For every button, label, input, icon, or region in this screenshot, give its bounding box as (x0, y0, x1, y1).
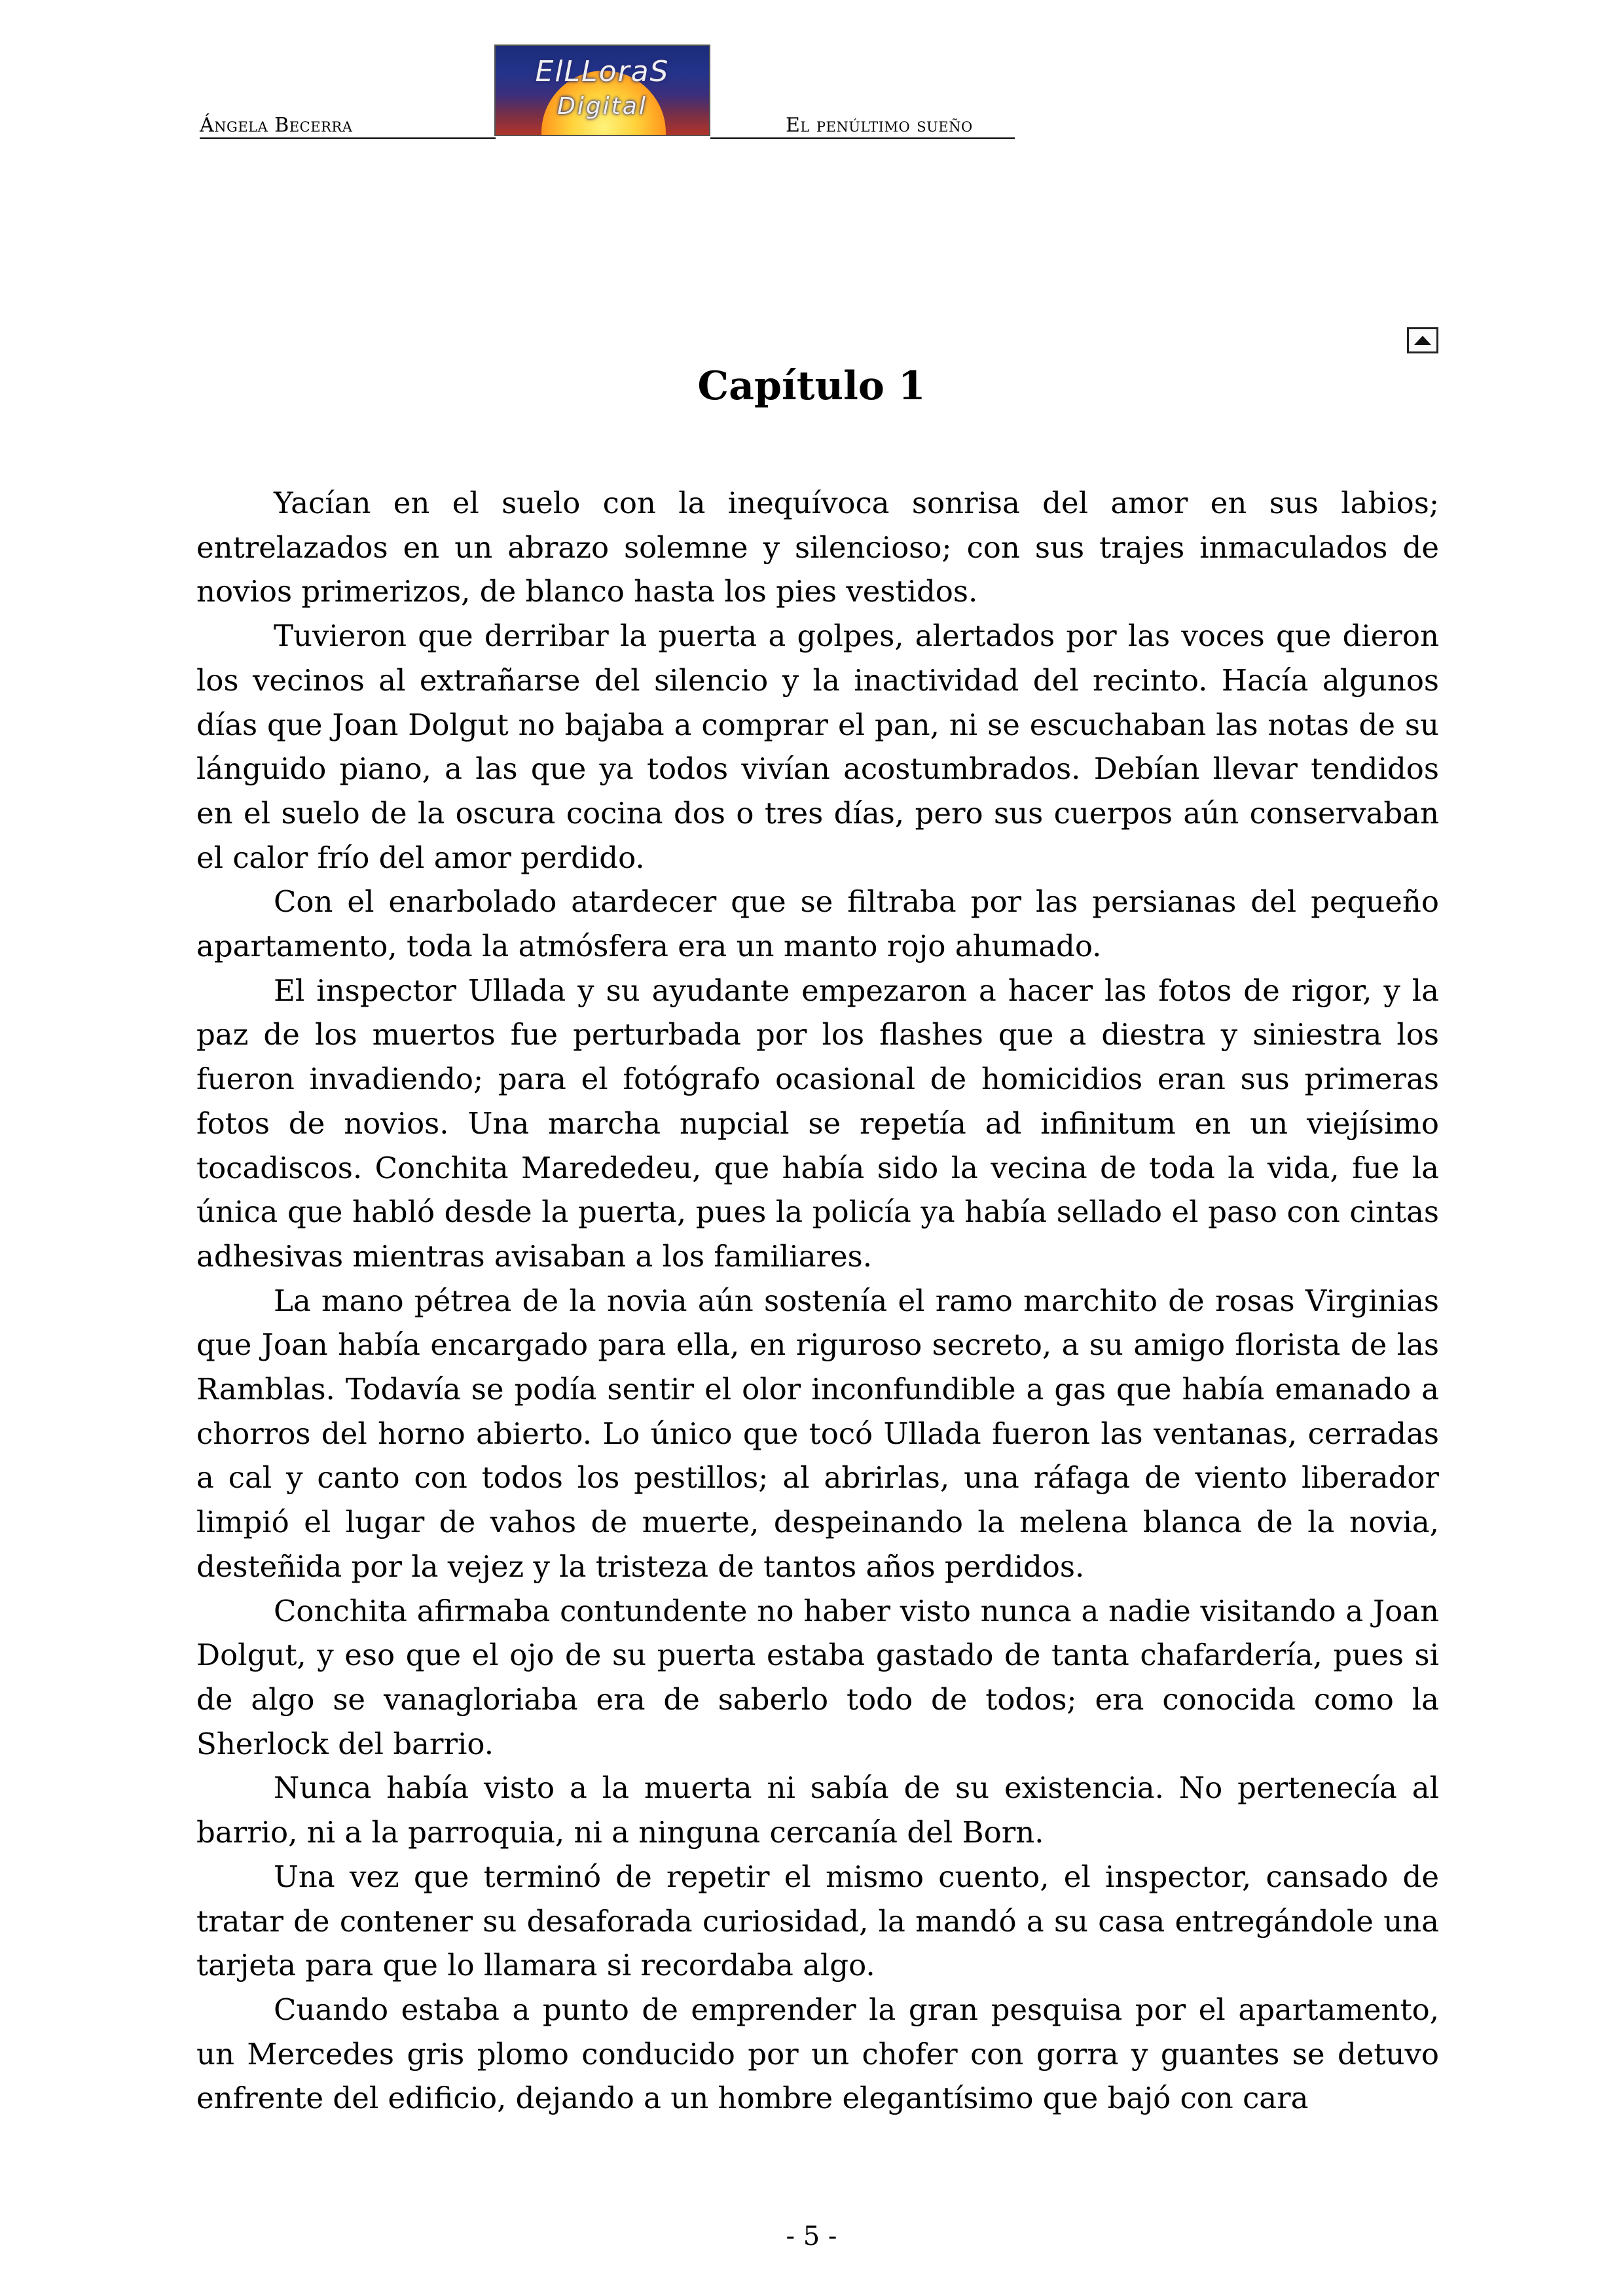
logo-line-1: ElLLoraS (535, 55, 670, 88)
paragraph: Conchita afirmaba contundente no haber visto nunca a nadie visitando a Joan Dolgut, y eso que el ojo de su puerta estaba gastado de tanta chafardería, pues si de algo se vanagloriaba era de saberlo todo de todos; era conocida como la Sherlock del barrio. (196, 1593, 1439, 1761)
chapter-title: Capítulo 1 (697, 363, 926, 409)
header-book-title: El penúltimo sueño (786, 114, 973, 137)
publisher-logo (494, 45, 710, 136)
header-author: Ángela Becerra (200, 114, 353, 137)
paragraph: El inspector Ullada y su ayudante empezaron a hacer las fotos de rigor, y la paz de los muertos fue perturbada por los flashes que a diestra y siniestra los fueron invadiendo; para el fotógrafo ocasional de homicidios eran sus primeras fotos de novios. Una marcha nupcial se repetía ad infinitum en un viejísimo tocadiscos. Conchita Marededeu, que había sido la vecina de toda la vida, fue la única que habló desde la puerta, pues la policía ya había sellado el paso con cintas adhesivas mientras avisaban a los familiares. (196, 973, 1439, 1274)
page-number: - 5 - (786, 2221, 837, 2251)
chapter-body (196, 481, 1439, 2121)
paragraph: La mano pétrea de la novia aún sostenía el ramo marchito de rosas Virginias que Joan había encargado para ella, en riguroso secreto, a su amigo florista de las Ramblas. Todavía se podía sentir el olor inconfundible a gas que había emanado a chorros del horno abierto. Lo único que tocó Ullada fueron las ventanas, cerradas a cal y canto con todos los pestillos; al abrirlas, una ráfaga de viento liberador limpió el lugar de vahos de muerte, despeinando la melena blanca de la novia, desteñida por la vejez y la tristeza de tantos años perdidos. (196, 1283, 1439, 1584)
paragraph: Tuvieron que derribar la puerta a golpes, alertados por las voces que dieron los vecinos al extrañarse del silencio y la inactividad del recinto. Hacía algunos días que Joan Dolgut no bajaba a comprar el pan, ni se escuchaban las notas de su lánguido piano, a las que ya todos vivían acostumbrados. Debían llevar tendidos en el suelo de la oscura cocina dos o tres días, pero sus cuerpos aún conservaban el calor frío del amor perdido. (196, 619, 1439, 875)
back-to-top-button[interactable] (1407, 327, 1438, 353)
logo-line-2: Digital (557, 93, 647, 120)
paragraph: Una vez que terminó de repetir el mismo cuento, el inspector, cansado de tratar de contener su desaforada curiosidad, la mandó a su casa entregándole una tarjeta para que lo llamara si recordaba algo. (196, 1859, 1439, 1983)
paragraph: Cuando estaba a punto de emprender la gran pesquisa por el apartamento, un Mercedes gris plomo conducido por un chofer con gorra y guantes se detuvo enfrente del edificio, dejando a un hombre elegantísimo que bajó con cara (196, 1992, 1439, 2116)
paragraph: Yacían en el suelo con la inequívoca sonrisa del amor en sus labios; entrelazados en un abrazo solemne y silencioso; con sus trajes inmaculados de novios primerizos, de blanco hasta los pies vestidos. (196, 486, 1439, 609)
paragraph: Nunca había visto a la muerta ni sabía de su existencia. No pertenecía al barrio, ni a la parroquia, ni a ninguna cercanía del Born. (196, 1770, 1439, 1850)
header-rule-left (200, 137, 496, 139)
running-header (200, 45, 1015, 143)
triangle-up-icon (1414, 336, 1431, 345)
paragraph: Con el enarbolado atardecer que se filtraba por las persianas del pequeño apartamento, toda la atmósfera era un manto rojo ahumado. (196, 884, 1439, 964)
